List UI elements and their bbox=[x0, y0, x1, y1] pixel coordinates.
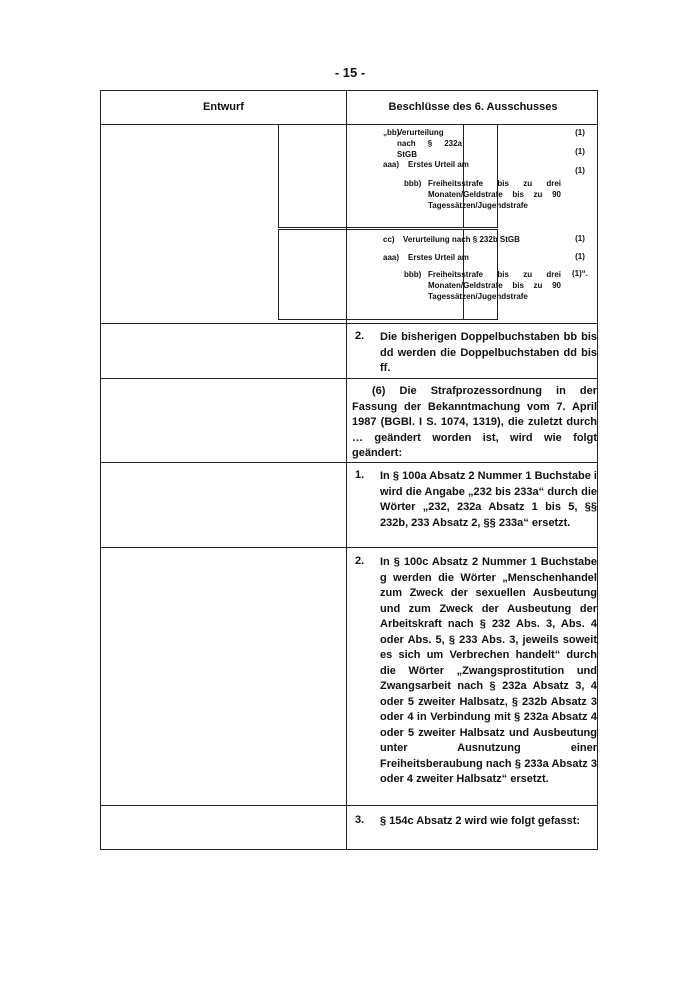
count-2: (1) bbox=[575, 252, 585, 261]
item-number: 2. bbox=[355, 555, 365, 567]
bbb-text: Freiheitsstrafe bis zu drei Monaten/Geldstrafe bis zu 90 Tagessätzen/Jugendstrafe bbox=[428, 179, 561, 210]
count-1: (1) bbox=[575, 234, 585, 243]
count-1: (1) bbox=[575, 128, 585, 137]
row-divider bbox=[101, 378, 597, 379]
row-divider bbox=[101, 462, 597, 463]
item-text: Die bisherigen Doppelbuchstaben bb bis dd werden die Doppelbuchstaben dd bis ff. bbox=[380, 331, 597, 374]
header-entwurf: Entwurf bbox=[203, 101, 244, 113]
aaa-label: aaa) bbox=[383, 253, 400, 262]
item-number: 2. bbox=[355, 330, 365, 342]
header-beschluesse: Beschlüsse des 6. Ausschusses bbox=[388, 101, 558, 113]
bb-text: Verurteilung nach § 232a StGB bbox=[397, 128, 462, 159]
inner-box-bb bbox=[278, 124, 498, 228]
item-text: In § 100c Absatz 2 Nummer 1 Buchstabe g werden die Wörter „Menschenhandel zum Zweck der sexuellen Ausbeutung und zum Zweck der Ausbeutung der Arbeitskraft nach § 232 Abs. 3, Abs. 4 oder Abs. 5, § 233 Abs. 3, jeweils soweit es sich um Verbrechen handelt“ durch die Wörter „Zwangsprostitution und Zwangsarbeit nach § 232a Absatz 3, 4 oder 5 zweiter Halbsatz, § 232b Absatz 3 oder 4 in Verbindung mit § 232a Absatz 4 oder 5 zweiter Halbsatz und Ausbeutung unter Ausnutzung einer Freiheitsberaubung nach § 233a Absatz 3 oder 4 zweiter Halbsatz“ ersetzt. bbox=[380, 556, 597, 785]
bb-label: „bb) bbox=[383, 128, 400, 137]
paragraph-6: (6) Die Strafprozessordnung in der Fassung der Bekanntmachung vom 7. April 1987 (BGBl. I S. 1074, 1319), die zuletzt durch … geändert worden ist, wird wie folgt geändert: bbox=[352, 385, 597, 459]
bbb-text: Freiheitsstrafe bis zu drei Monaten/Geldstrafe bis zu 90 Tagessätzen/Jugendstrafe bbox=[428, 270, 561, 301]
row-divider bbox=[101, 323, 597, 324]
item-text: § 154c Absatz 2 wird wie folgt gefasst: bbox=[380, 815, 581, 827]
cc-label: cc) bbox=[383, 235, 395, 244]
aaa-label: aaa) bbox=[383, 160, 400, 169]
row-divider bbox=[101, 805, 597, 806]
bbb-label: bbb) bbox=[404, 270, 422, 279]
row-divider bbox=[101, 547, 597, 548]
count-3: (1)“. bbox=[572, 269, 588, 278]
item-number: 3. bbox=[355, 814, 365, 826]
item-number: 1. bbox=[355, 469, 365, 481]
inner-divider bbox=[463, 125, 464, 227]
cc-text: Verurteilung nach § 232b StGB bbox=[403, 235, 520, 244]
aaa-text: Erstes Urteil am bbox=[408, 253, 469, 262]
item-text: In § 100a Absatz 2 Nummer 1 Buchstabe i wird die Angabe „232 bis 233a“ durch die Wörter „232, 232a Absatz 1 bis 5, §§ 232b, 233 Absatz 2, §§ 233a“ ersetzt. bbox=[380, 470, 597, 529]
page-number: - 15 - bbox=[334, 65, 366, 80]
aaa-text: Erstes Urteil am bbox=[408, 160, 469, 169]
count-3: (1) bbox=[575, 166, 585, 175]
bbb-label: bbb) bbox=[404, 179, 422, 188]
count-2: (1) bbox=[575, 147, 585, 156]
